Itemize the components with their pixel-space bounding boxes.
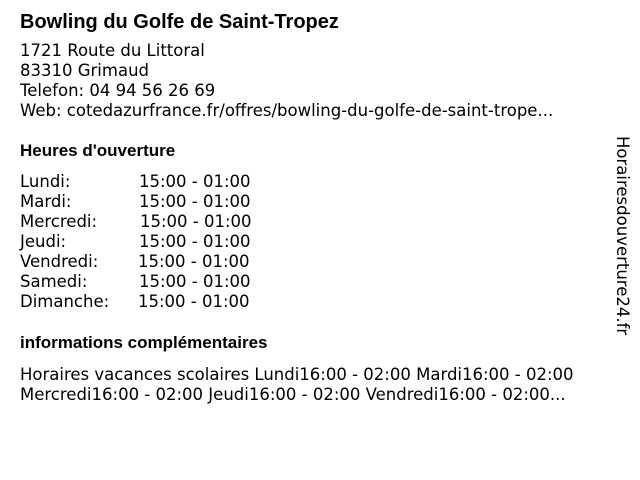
business-card: [20, 10, 620, 405]
phone-number: Telefon: 04 94 56 26 69: [20, 81, 216, 100]
day-label: Jeudi:: [20, 232, 67, 251]
address-city: 83310 Grimaud: [20, 61, 150, 80]
additional-info-heading: informations complémentaires: [20, 333, 268, 352]
time-range: 15:00 - 01:00: [139, 192, 251, 211]
opening-hours-table: [20, 172, 620, 312]
business-name: Bowling du Golfe de Saint-Tropez: [20, 11, 339, 33]
additional-info-line: Horaires vacances scolaires Lundi16:00 - 02:00 Mardi16:00 - 02:00: [20, 365, 574, 384]
day-label: Dimanche:: [20, 292, 110, 311]
site-watermark-text: Horairesdouverture24.fr: [613, 136, 632, 336]
hours-row-lundi: [20, 172, 620, 192]
additional-info-line: Mercredi16:00 - 02:00 Jeudi16:00 - 02:00 Vendredi16:00 - 02:00...: [20, 385, 566, 404]
hours-row-mercredi: [20, 212, 620, 232]
day-label: Mercredi:: [20, 212, 98, 231]
time-range: 15:00 - 01:00: [139, 172, 251, 191]
opening-hours-heading: Heures d'ouverture: [20, 141, 176, 160]
website-link[interactable]: Web: cotedazurfrance.fr/offres/bowling-du-golfe-de-saint-trope...: [20, 101, 554, 120]
time-range: 15:00 - 01:00: [138, 292, 250, 311]
hours-row-dimanche: [20, 292, 620, 312]
time-range: 15:00 - 01:00: [140, 212, 252, 231]
time-range: 15:00 - 01:00: [139, 272, 251, 291]
day-label: Samedi:: [20, 272, 88, 291]
day-label: Mardi:: [20, 192, 72, 211]
hours-row-jeudi: [20, 232, 620, 252]
hours-row-samedi: [20, 272, 620, 292]
day-label: Lundi:: [20, 172, 71, 191]
time-range: 15:00 - 01:00: [139, 232, 251, 251]
hours-row-vendredi: [20, 252, 620, 272]
hours-row-mardi: [20, 192, 620, 212]
site-watermark: [612, 136, 632, 346]
address-street: 1721 Route du Littoral: [20, 41, 205, 60]
time-range: 15:00 - 01:00: [138, 252, 250, 271]
day-label: Vendredi:: [20, 252, 99, 271]
